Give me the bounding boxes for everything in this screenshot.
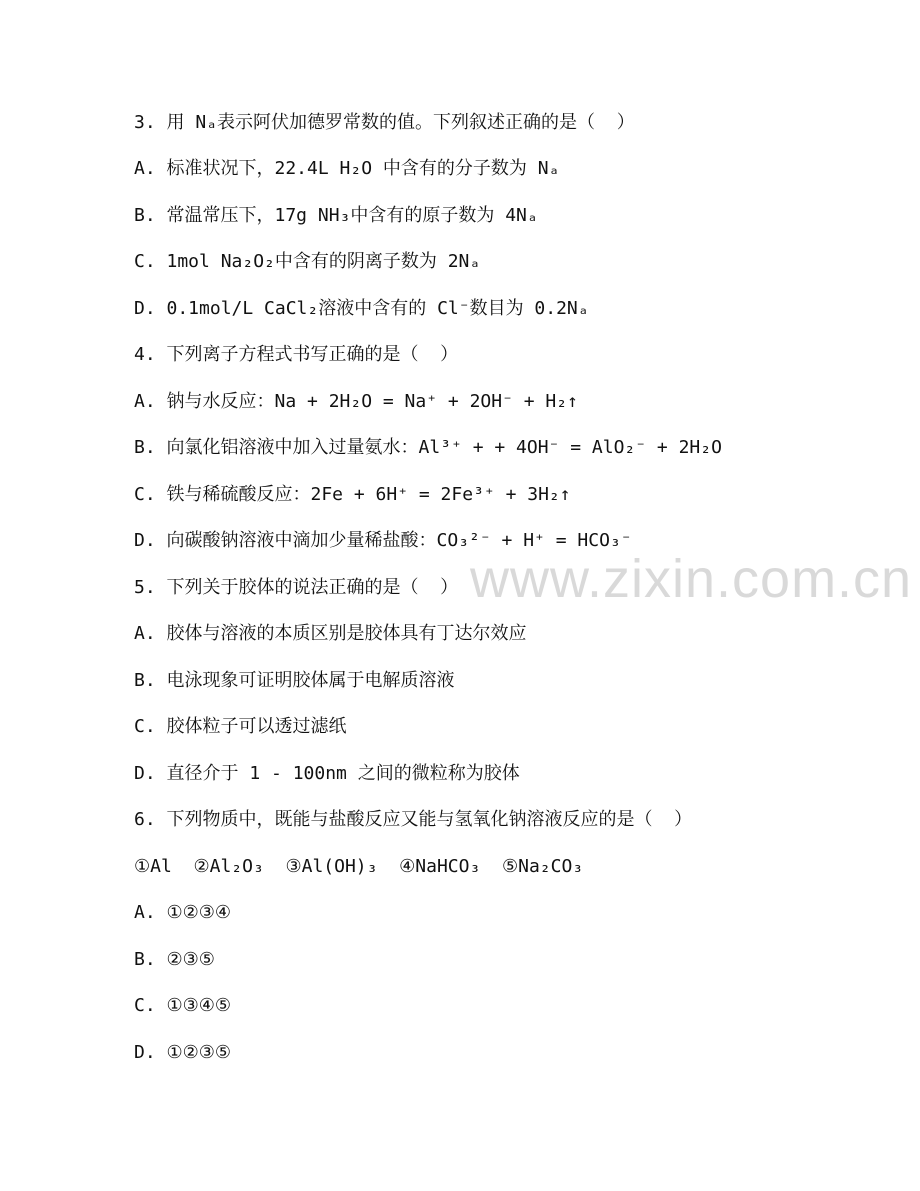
question-4-stem: 4. 下列离子方程式书写正确的是（ ） — [134, 344, 459, 365]
question-4-option-a: A. 钠与水反应：Na + 2H₂O = Na⁺ + 2OH⁻ + H₂↑ — [134, 391, 578, 412]
question-5-option-b: B. 电泳现象可证明胶体属于电解质溶液 — [134, 670, 455, 691]
watermark: www.zixin.com.cn — [470, 549, 913, 609]
question-6-items: ①Al ②Al₂O₃ ③Al(OH)₃ ④NaHCO₃ ⑤Na₂CO₃ — [134, 856, 584, 877]
question-6-stem: 6. 下列物质中，既能与盐酸反应又能与氢氧化钠溶液反应的是（ ） — [134, 809, 693, 830]
question-3-option-b: B. 常温常压下，17g NH₃中含有的原子数为 4Nₐ — [134, 205, 538, 226]
question-3-option-d: D. 0.1mol/L CaCl₂溶液中含有的 Cl⁻数目为 0.2Nₐ — [134, 298, 589, 319]
question-6-option-c: C. ①③④⑤ — [134, 995, 232, 1016]
question-4-option-d: D. 向碳酸钠溶液中滴加少量稀盐酸：CO₃²⁻ + H⁺ = HCO₃⁻ — [134, 530, 632, 551]
question-6-option-d: D. ①②③⑤ — [134, 1042, 232, 1063]
question-4-option-c: C. 铁与稀硫酸反应：2Fe + 6H⁺ = 2Fe³⁺ + 3H₂↑ — [134, 484, 571, 505]
question-5-option-d: D. 直径介于 1 - 100nm 之间的微粒称为胶体 — [134, 763, 520, 784]
question-3-option-c: C. 1mol Na₂O₂中含有的阴离子数为 2Nₐ — [134, 251, 481, 272]
question-3-option-a: A. 标准状况下，22.4L H₂O 中含有的分子数为 Nₐ — [134, 158, 560, 179]
question-5-stem: 5. 下列关于胶体的说法正确的是（ ） — [134, 577, 459, 598]
question-6-option-a: A. ①②③④ — [134, 902, 232, 923]
question-4-option-b: B. 向氯化铝溶液中加入过量氨水：Al³⁺ + + 4OH⁻ = AlO₂⁻ + 2H₂O — [134, 437, 722, 458]
question-6-option-b: B. ②③⑤ — [134, 949, 215, 970]
question-5-option-c: C. 胶体粒子可以透过滤纸 — [134, 716, 347, 737]
question-3-stem: 3. 用 Nₐ表示阿伏加德罗常数的值。下列叙述正确的是（ ） — [134, 112, 635, 133]
question-5-option-a: A. 胶体与溶液的本质区别是胶体具有丁达尔效应 — [134, 623, 527, 644]
